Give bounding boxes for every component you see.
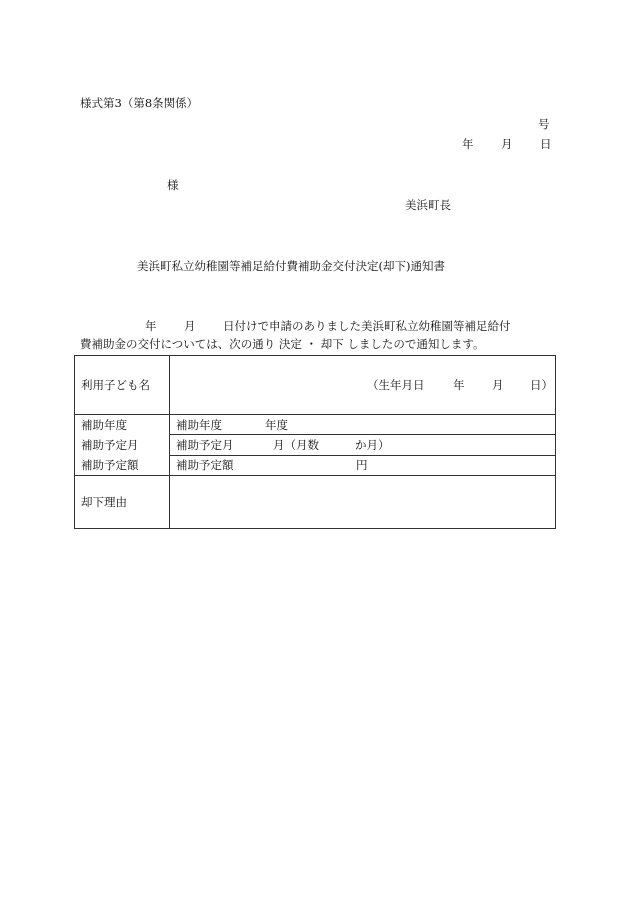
subsidy-amount-unit: 円 bbox=[356, 458, 368, 473]
date-year-label: 年 bbox=[462, 137, 474, 151]
date-day-label: 日 bbox=[540, 137, 552, 151]
subsidy-month-label: 補助予定月 bbox=[81, 438, 139, 452]
addressee-suffix: 様 bbox=[167, 178, 179, 192]
issue-number-suffix: 号 bbox=[538, 117, 550, 131]
birth-year-label: 年 bbox=[453, 378, 465, 392]
body-month-label: 月 bbox=[184, 319, 196, 333]
rejection-reason-cell bbox=[170, 476, 556, 529]
rejection-reason-label: 却下理由 bbox=[75, 476, 170, 529]
subsidy-month-field-label: 補助予定月 bbox=[176, 437, 234, 452]
rejection-reason-row bbox=[75, 476, 556, 529]
subsidy-year-label: 補助年度 bbox=[81, 418, 127, 432]
date-month-label: 月 bbox=[501, 137, 513, 151]
birth-day-label: 日） bbox=[530, 378, 553, 392]
info-table bbox=[74, 355, 556, 529]
body-line-2: 費補助金の交付については、次の通り 決定 ・ 却下 しましたので通知します。 bbox=[80, 337, 485, 351]
body-year-label: 年 bbox=[145, 319, 157, 333]
birth-month-label: 月 bbox=[492, 378, 504, 392]
subsidy-amount-label: 補助予定額 bbox=[81, 458, 139, 472]
subsidy-year-unit: 年度 bbox=[265, 417, 288, 432]
birth-date-open: （生年月日 bbox=[367, 378, 425, 392]
child-name-cell bbox=[170, 356, 556, 415]
child-name-label: 利用子ども名 bbox=[75, 356, 170, 415]
subsidy-year-field-label: 補助年度 bbox=[176, 417, 222, 432]
subsidy-month-count-unit: か月） bbox=[355, 437, 390, 452]
subsidy-labels-cell bbox=[75, 415, 170, 476]
child-row bbox=[75, 356, 556, 415]
subsidy-amount-field-label: 補助予定額 bbox=[176, 458, 234, 473]
form-number: 様式第3（第8条関係） bbox=[80, 96, 199, 110]
subsidy-amount-cell bbox=[170, 455, 556, 475]
subsidy-year-cell bbox=[170, 415, 556, 435]
subsidy-year-row bbox=[75, 415, 556, 435]
issuer-name: 美浜町長 bbox=[405, 198, 451, 212]
subsidy-month-unit: 月（月数 bbox=[273, 437, 319, 452]
document-title: 美浜町私立幼稚園等補足給付費補助金交付決定(却下)通知書 bbox=[137, 259, 445, 273]
subsidy-month-cell bbox=[170, 435, 556, 455]
body-line-1-text: 日付けで申請のありました美浜町私立幼稚園等補足給付 bbox=[223, 319, 511, 333]
